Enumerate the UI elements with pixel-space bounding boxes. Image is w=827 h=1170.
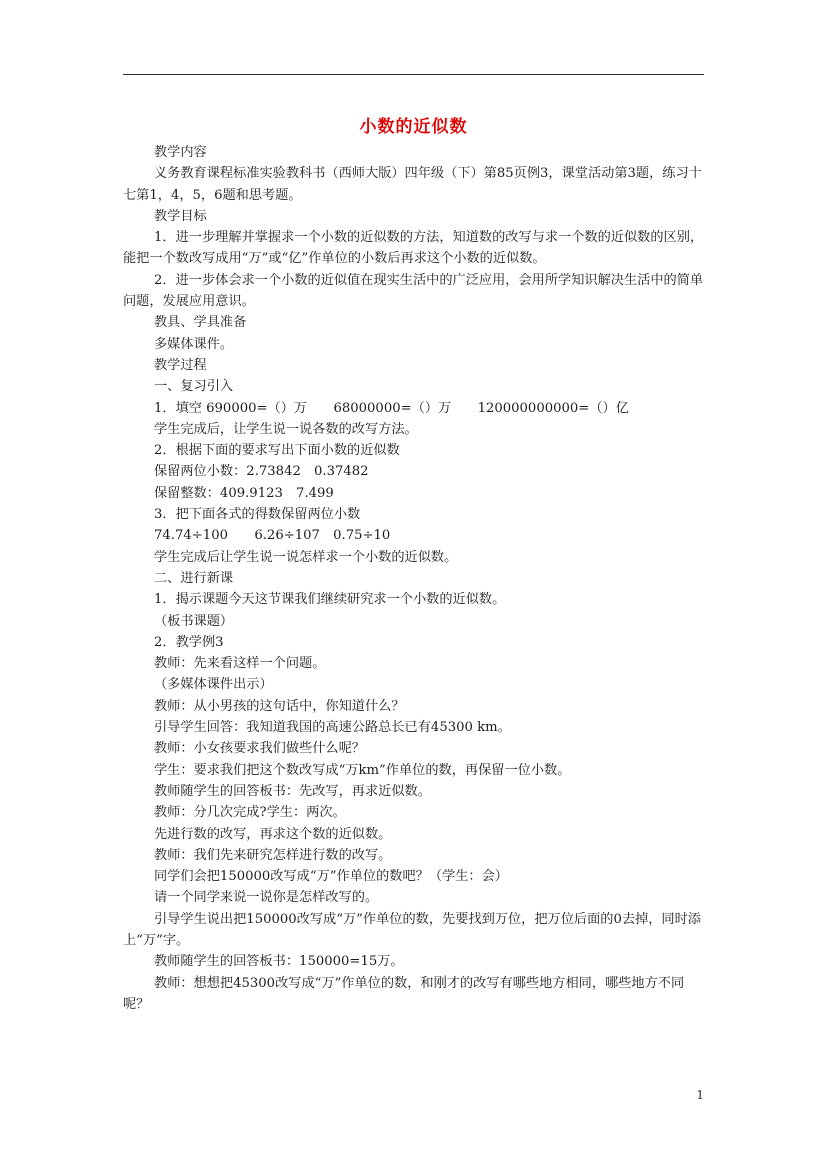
paragraph: 教师：想想把45300改写成“万”作单位的数，和刚才的改写有哪些地方相同，哪些地方不同呢？ (123, 975, 685, 1012)
paragraph: 保留整数：409.9123 7.499 (154, 485, 334, 501)
paragraph: 3．把下面各式的得数保留两位小数 (154, 507, 361, 523)
paragraph: 1．揭示课题今天这节课我们继续研究求一个小数的近似数。 (154, 592, 506, 608)
document-body (123, 142, 704, 1015)
paragraph: 教师：分几次完成?学生：两次。 (154, 805, 346, 821)
subsection-heading: 二、进行新课 (154, 570, 234, 586)
page-title: 小数的近似数 (359, 117, 468, 137)
paragraph: 引导学生说出把150000改写成“万”作单位的数，先要找到万位，把万位后面的0去掉，同时添上“万”字。 (123, 911, 701, 948)
subsection-heading: 一、复习引入 (154, 379, 234, 395)
paragraph: 2．根据下面的要求写出下面小数的近似数 (154, 443, 400, 459)
paragraph: 2．进一步体会求一个小数的近似值在现实生活中的广泛应用，会用所学知识解决生活中的简单问题，发展应用意识。 (123, 272, 704, 310)
section-heading: 教学过程 (154, 357, 207, 373)
paragraph: 教师：我们先来研究怎样进行数的改写。 (154, 847, 392, 863)
section-heading: 教具、学具准备 (154, 315, 247, 331)
paragraph: 学生：要求我们把这个数改写成“万km”作单位的数，再保留一位小数。 (154, 762, 571, 778)
paragraph: 教师：从小男孩的这句话中，你知道什么？ (154, 698, 405, 714)
paragraph: 义务教育课程标准实验教科书（西师大版）四年级（下）第85页例3，课堂活动第3题，练习十七第1，4，5，6题和思考题。 (123, 166, 702, 203)
paragraph: 引导学生回答：我知道我国的高速公路总长已有45300 km。 (154, 720, 511, 736)
paragraph: 教师随学生的回答板书：150000=15万。 (154, 954, 404, 970)
paragraph: 1．填空 690000=（）万 68000000=（）万 120000000000=（）亿 (154, 400, 629, 416)
paragraph: 多媒体课件。 (154, 336, 234, 352)
page-number: 1 (696, 1088, 704, 1102)
paragraph: 学生完成后，让学生说一说各数的改写方法。 (154, 421, 418, 437)
paragraph: 2．教学例3 (154, 634, 224, 650)
paragraph: 保留两位小数：2.73842 0.37482 (154, 464, 369, 480)
paragraph: 1．进一步理解并掌握求一个小数的近似数的方法，知道数的改写与求一个数的近似数的区别，能把一个数改写成用“万”或“亿”作单位的小数后再求这个小数的近似数。 (123, 230, 704, 267)
paragraph: 教师：小女孩要求我们做些什么呢？ (154, 741, 365, 757)
paragraph: 同学们会把150000改写成“万”作单位的数吧？（学生：会） (154, 869, 508, 885)
paragraph: 教师随学生的回答板书：先改写，再求近似数。 (154, 783, 431, 799)
header-rule (123, 74, 704, 75)
section-heading: 教学内容 (154, 145, 207, 160)
paragraph: 请一个同学来说一说你是怎样改写的。 (154, 890, 379, 906)
section-heading: 教学目标 (154, 208, 207, 224)
paragraph: 先进行数的改写，再求这个数的近似数。 (154, 826, 392, 842)
paragraph: 74.74÷100 6.26÷107 0.75÷10 (154, 528, 391, 544)
paragraph: （板书课题） (154, 613, 234, 629)
paragraph: 教师：先来看这样一个问题。 (154, 656, 326, 672)
paragraph: 学生完成后让学生说一说怎样求一个小数的近似数。 (154, 549, 458, 565)
paragraph: （多媒体课件出示） (154, 677, 273, 693)
